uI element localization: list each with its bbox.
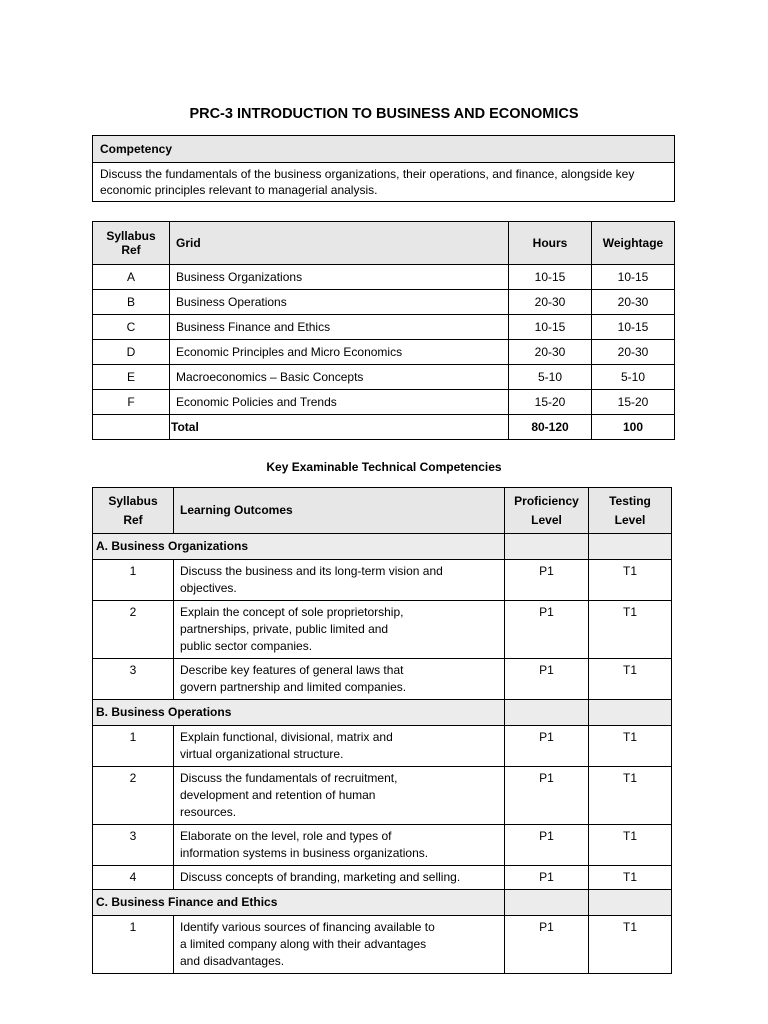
outcomes-section-blank [589, 534, 672, 560]
outcomes-table [92, 487, 672, 974]
grid-header-row [93, 222, 675, 265]
outcome-text: Describe key features of general laws that govern partnership and limited companies. [174, 659, 505, 700]
outcome-testing: T1 [589, 866, 672, 890]
grid-topic: Economic Policies and Trends [170, 390, 509, 415]
outcome-row [93, 659, 672, 700]
grid-total-row [93, 415, 675, 440]
grid-ref: D [93, 340, 170, 365]
grid-hours: 15-20 [509, 390, 592, 415]
outcome-text: Discuss the business and its long-term vision and objectives. [174, 560, 505, 601]
grid-weightage: 20-30 [592, 290, 675, 315]
outcome-proficiency: P1 [505, 659, 589, 700]
outcomes-section-title: B. Business Operations [93, 700, 505, 726]
outcome-number: 3 [93, 659, 174, 700]
outcomes-section-blank [505, 700, 589, 726]
outcomes-section-title: A. Business Organizations [93, 534, 505, 560]
grid-total-weightage: 100 [592, 415, 675, 440]
outcome-proficiency: P1 [505, 825, 589, 866]
grid-hours: 5-10 [509, 365, 592, 390]
outcomes-section-blank [589, 700, 672, 726]
grid-header-grid: Grid [170, 222, 509, 265]
outcomes-section-row [93, 700, 672, 726]
outcomes-section-row [93, 890, 672, 916]
outcome-row [93, 916, 672, 974]
page-title: PRC-3 INTRODUCTION TO BUSINESS AND ECONOMICS [189, 106, 579, 122]
grid-row [93, 315, 675, 340]
outcome-row [93, 726, 672, 767]
grid-weightage: 10-15 [592, 315, 675, 340]
outcomes-header-testing [589, 488, 672, 534]
outcome-testing: T1 [589, 825, 672, 866]
outcome-text: Discuss concepts of branding, marketing and selling. [174, 866, 505, 890]
outcome-number: 2 [93, 601, 174, 659]
outcome-proficiency: P1 [505, 916, 589, 974]
outcome-row [93, 866, 672, 890]
outcomes-header-lo: Learning Outcomes [174, 488, 505, 534]
grid-ref: F [93, 390, 170, 415]
grid-row [93, 340, 675, 365]
outcome-row [93, 767, 672, 825]
outcome-proficiency: P1 [505, 601, 589, 659]
grid-topic: Business Operations [170, 290, 509, 315]
outcome-proficiency: P1 [505, 726, 589, 767]
competency-text: Discuss the fundamentals of the business organizations, their operations, and finance, alongside key economic principles relevant to managerial analysis. [93, 163, 675, 202]
outcomes-section-blank [589, 890, 672, 916]
outcome-row [93, 825, 672, 866]
grid-ref: E [93, 365, 170, 390]
grid-hours: 10-15 [509, 315, 592, 340]
outcome-number: 3 [93, 825, 174, 866]
outcome-row [93, 560, 672, 601]
grid-hours: 20-30 [509, 340, 592, 365]
outcomes-header-ref [93, 488, 174, 534]
grid-topic: Economic Principles and Micro Economics [170, 340, 509, 365]
outcomes-section-blank [505, 890, 589, 916]
outcomes-header-proficiency-text: Proficiency Level [514, 493, 579, 527]
competency-heading: Competency [93, 136, 675, 163]
outcome-proficiency: P1 [505, 560, 589, 601]
grid-hours: 10-15 [509, 265, 592, 290]
grid-weightage: 20-30 [592, 340, 675, 365]
outcome-number: 1 [93, 560, 174, 601]
grid-table [92, 221, 675, 440]
grid-row [93, 390, 675, 415]
outcomes-header-row [93, 488, 672, 534]
grid-hours: 20-30 [509, 290, 592, 315]
outcome-number: 1 [93, 916, 174, 974]
outcome-number: 2 [93, 767, 174, 825]
outcomes-header-ref-text: Syllabus Ref [108, 493, 158, 527]
outcomes-section-row [93, 534, 672, 560]
outcome-text: Identify various sources of financing available to a limited company along with their advantages and disadvantages. [174, 916, 505, 974]
outcomes-section-blank [505, 534, 589, 560]
grid-ref: B [93, 290, 170, 315]
grid-header-weightage: Weightage [592, 222, 675, 265]
grid-weightage: 5-10 [592, 365, 675, 390]
grid-topic: Business Organizations [170, 265, 509, 290]
grid-weightage: 10-15 [592, 265, 675, 290]
outcome-text: Elaborate on the level, role and types of information systems in business organizations. [174, 825, 505, 866]
outcomes-section-title: C. Business Finance and Ethics [93, 890, 505, 916]
outcome-row [93, 601, 672, 659]
outcome-number: 4 [93, 866, 174, 890]
outcome-testing: T1 [589, 659, 672, 700]
outcome-text: Explain the concept of sole proprietorship, partnerships, private, public limited and public sector companies. [174, 601, 505, 659]
outcomes-header-testing-text: Testing Level [609, 493, 651, 527]
grid-row [93, 365, 675, 390]
section-subtitle: Key Examinable Technical Competencies [266, 460, 502, 474]
grid-total-blank [93, 415, 170, 440]
grid-topic: Macroeconomics – Basic Concepts [170, 365, 509, 390]
outcome-proficiency: P1 [505, 866, 589, 890]
grid-header-hours: Hours [509, 222, 592, 265]
grid-row [93, 290, 675, 315]
grid-total-label: Total [170, 415, 509, 440]
outcome-testing: T1 [589, 726, 672, 767]
outcomes-header-proficiency [505, 488, 589, 534]
outcome-testing: T1 [589, 767, 672, 825]
grid-row [93, 265, 675, 290]
grid-ref: A [93, 265, 170, 290]
grid-ref: C [93, 315, 170, 340]
grid-weightage: 15-20 [592, 390, 675, 415]
outcome-testing: T1 [589, 916, 672, 974]
outcome-text: Explain functional, divisional, matrix and virtual organizational structure. [174, 726, 505, 767]
grid-total-hours: 80-120 [509, 415, 592, 440]
grid-topic: Business Finance and Ethics [170, 315, 509, 340]
grid-header-ref: Syllabus Ref [93, 222, 170, 265]
outcome-testing: T1 [589, 560, 672, 601]
outcome-text: Discuss the fundamentals of recruitment, development and retention of human resources. [174, 767, 505, 825]
outcome-number: 1 [93, 726, 174, 767]
outcome-proficiency: P1 [505, 767, 589, 825]
outcome-testing: T1 [589, 601, 672, 659]
competency-table [92, 135, 675, 202]
